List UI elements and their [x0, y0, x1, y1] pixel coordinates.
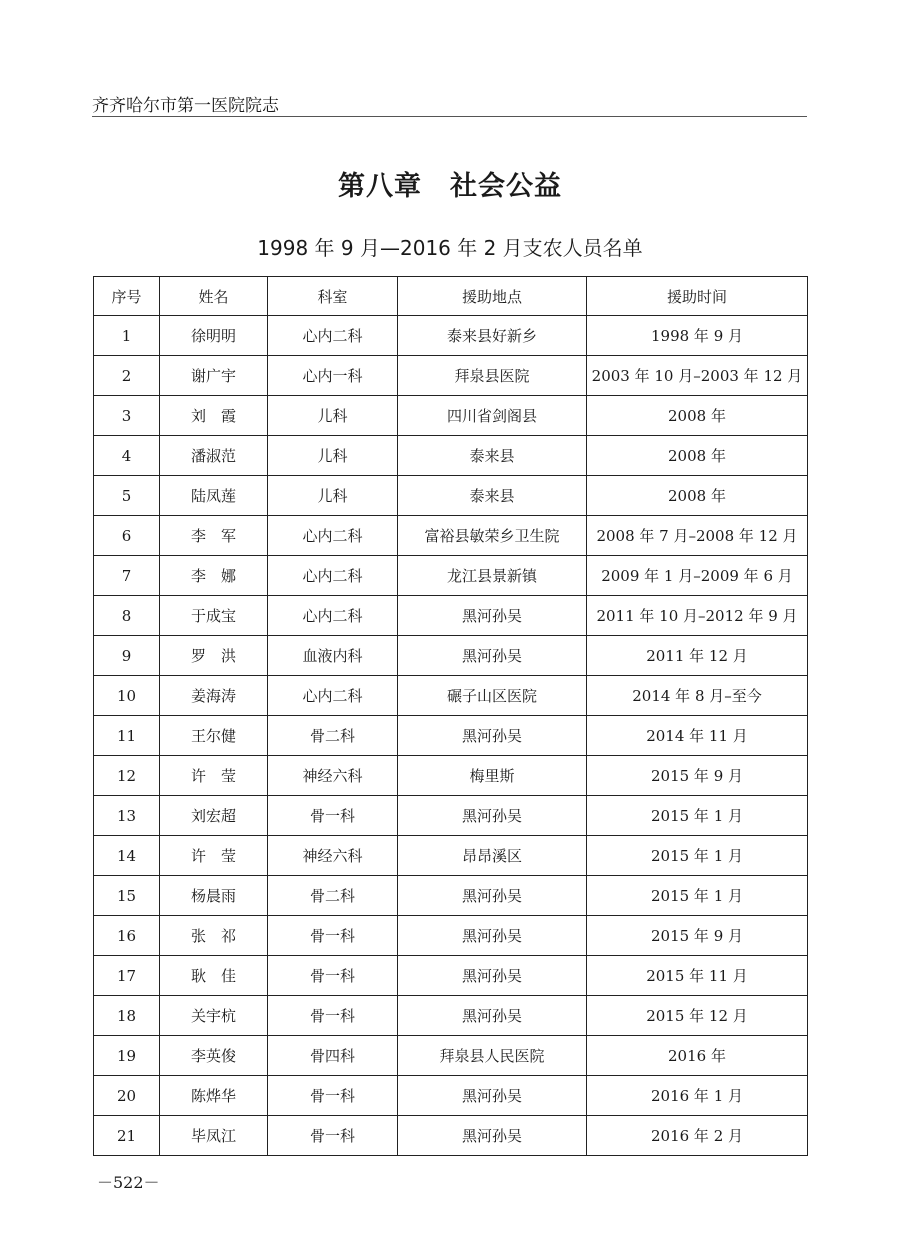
cell-name: 张 祁 [160, 916, 268, 956]
cell-time: 2014 年 11 月 [587, 716, 808, 756]
cell-name: 于成宝 [160, 596, 268, 636]
cell-dept: 心内二科 [268, 556, 398, 596]
header-rule [92, 116, 807, 117]
cell-time: 2003 年 10 月–2003 年 12 月 [587, 356, 808, 396]
cell-place: 四川省剑阁县 [398, 396, 587, 436]
cell-dept: 心内二科 [268, 316, 398, 356]
cell-name: 李 军 [160, 516, 268, 556]
column-header-no: 序号 [94, 277, 160, 316]
table-row [94, 676, 808, 716]
cell-no: 3 [94, 396, 160, 436]
cell-place: 拜泉县人民医院 [398, 1036, 587, 1076]
cell-name: 耿 佳 [160, 956, 268, 996]
cell-dept: 心内二科 [268, 516, 398, 556]
cell-place: 黑河孙吴 [398, 956, 587, 996]
table-row [94, 636, 808, 676]
table-title: 1998 年 9 月—2016 年 2 月支农人员名单 [257, 236, 643, 260]
cell-time: 2015 年 1 月 [587, 836, 808, 876]
column-header-place: 援助地点 [398, 277, 587, 316]
cell-dept: 神经六科 [268, 836, 398, 876]
cell-name: 刘宏超 [160, 796, 268, 836]
cell-name: 许 莹 [160, 756, 268, 796]
table-row [94, 916, 808, 956]
cell-time: 2015 年 11 月 [587, 956, 808, 996]
cell-name: 徐明明 [160, 316, 268, 356]
cell-name: 刘 霞 [160, 396, 268, 436]
table-row [94, 596, 808, 636]
cell-name: 陆凤莲 [160, 476, 268, 516]
cell-no: 18 [94, 996, 160, 1036]
column-header-dept: 科室 [268, 277, 398, 316]
cell-place: 昂昂溪区 [398, 836, 587, 876]
cell-place: 黑河孙吴 [398, 596, 587, 636]
cell-time: 2009 年 1 月–2009 年 6 月 [587, 556, 808, 596]
cell-dept: 神经六科 [268, 756, 398, 796]
table-row [94, 556, 808, 596]
table-header-row [94, 277, 808, 316]
table-row [94, 716, 808, 756]
cell-dept: 骨一科 [268, 1116, 398, 1156]
cell-name: 李英俊 [160, 1036, 268, 1076]
cell-name: 毕凤江 [160, 1116, 268, 1156]
table-row [94, 756, 808, 796]
cell-time: 2008 年 7 月–2008 年 12 月 [587, 516, 808, 556]
cell-name: 王尔健 [160, 716, 268, 756]
table-row [94, 396, 808, 436]
cell-no: 7 [94, 556, 160, 596]
table-row [94, 876, 808, 916]
cell-time: 2016 年 1 月 [587, 1076, 808, 1116]
cell-dept: 骨二科 [268, 716, 398, 756]
column-header-name: 姓名 [160, 277, 268, 316]
cell-name: 李 娜 [160, 556, 268, 596]
cell-place: 黑河孙吴 [398, 716, 587, 756]
chapter-title: 第八章 社会公益 [338, 171, 562, 202]
cell-no: 10 [94, 676, 160, 716]
table-row [94, 1076, 808, 1116]
cell-place: 富裕县敏荣乡卫生院 [398, 516, 587, 556]
cell-name: 姜海涛 [160, 676, 268, 716]
table-row [94, 796, 808, 836]
cell-place: 龙江县景新镇 [398, 556, 587, 596]
cell-dept: 儿科 [268, 436, 398, 476]
cell-name: 陈烨华 [160, 1076, 268, 1116]
cell-time: 2011 年 10 月–2012 年 9 月 [587, 596, 808, 636]
cell-place: 黑河孙吴 [398, 876, 587, 916]
table-row [94, 436, 808, 476]
cell-no: 14 [94, 836, 160, 876]
table-row [94, 956, 808, 996]
cell-no: 19 [94, 1036, 160, 1076]
cell-time: 2008 年 [587, 396, 808, 436]
cell-dept: 心内二科 [268, 676, 398, 716]
cell-time: 1998 年 9 月 [587, 316, 808, 356]
cell-name: 关宇杭 [160, 996, 268, 1036]
cell-no: 20 [94, 1076, 160, 1116]
cell-time: 2015 年 9 月 [587, 756, 808, 796]
cell-time: 2008 年 [587, 476, 808, 516]
cell-no: 9 [94, 636, 160, 676]
cell-place: 拜泉县医院 [398, 356, 587, 396]
cell-time: 2011 年 12 月 [587, 636, 808, 676]
cell-no: 6 [94, 516, 160, 556]
table-row [94, 996, 808, 1036]
cell-place: 黑河孙吴 [398, 796, 587, 836]
cell-name: 杨晨雨 [160, 876, 268, 916]
cell-no: 17 [94, 956, 160, 996]
table-row [94, 516, 808, 556]
cell-dept: 骨一科 [268, 956, 398, 996]
cell-dept: 骨一科 [268, 1076, 398, 1116]
running-header: 齐齐哈尔市第一医院院志 [92, 96, 279, 116]
table-row [94, 356, 808, 396]
page-number: －522－ [97, 1173, 160, 1192]
cell-place: 黑河孙吴 [398, 996, 587, 1036]
cell-time: 2015 年 1 月 [587, 876, 808, 916]
cell-dept: 儿科 [268, 476, 398, 516]
table-row [94, 836, 808, 876]
cell-time: 2015 年 9 月 [587, 916, 808, 956]
cell-dept: 心内一科 [268, 356, 398, 396]
table-row [94, 316, 808, 356]
cell-no: 16 [94, 916, 160, 956]
cell-no: 15 [94, 876, 160, 916]
table-body [94, 316, 808, 1156]
cell-time: 2014 年 8 月–至今 [587, 676, 808, 716]
roster-table [93, 276, 808, 1156]
cell-dept: 心内二科 [268, 596, 398, 636]
cell-dept: 骨一科 [268, 916, 398, 956]
cell-dept: 骨二科 [268, 876, 398, 916]
cell-time: 2016 年 [587, 1036, 808, 1076]
cell-time: 2008 年 [587, 436, 808, 476]
cell-no: 21 [94, 1116, 160, 1156]
cell-place: 黑河孙吴 [398, 1116, 587, 1156]
cell-place: 泰来县好新乡 [398, 316, 587, 356]
cell-place: 黑河孙吴 [398, 916, 587, 956]
cell-name: 谢广宇 [160, 356, 268, 396]
cell-no: 13 [94, 796, 160, 836]
cell-dept: 骨四科 [268, 1036, 398, 1076]
table-row [94, 476, 808, 516]
cell-dept: 骨一科 [268, 996, 398, 1036]
cell-place: 泰来县 [398, 436, 587, 476]
cell-place: 黑河孙吴 [398, 636, 587, 676]
table-row [94, 1036, 808, 1076]
cell-no: 1 [94, 316, 160, 356]
cell-no: 8 [94, 596, 160, 636]
cell-name: 许 莹 [160, 836, 268, 876]
cell-name: 潘淑范 [160, 436, 268, 476]
cell-place: 碾子山区医院 [398, 676, 587, 716]
cell-dept: 儿科 [268, 396, 398, 436]
cell-name: 罗 洪 [160, 636, 268, 676]
cell-dept: 血液内科 [268, 636, 398, 676]
cell-no: 5 [94, 476, 160, 516]
cell-place: 黑河孙吴 [398, 1076, 587, 1116]
cell-no: 4 [94, 436, 160, 476]
cell-time: 2015 年 1 月 [587, 796, 808, 836]
cell-place: 梅里斯 [398, 756, 587, 796]
cell-place: 泰来县 [398, 476, 587, 516]
cell-no: 11 [94, 716, 160, 756]
cell-time: 2016 年 2 月 [587, 1116, 808, 1156]
table-row [94, 1116, 808, 1156]
cell-time: 2015 年 12 月 [587, 996, 808, 1036]
cell-no: 12 [94, 756, 160, 796]
cell-no: 2 [94, 356, 160, 396]
cell-dept: 骨一科 [268, 796, 398, 836]
column-header-time: 援助时间 [587, 277, 808, 316]
